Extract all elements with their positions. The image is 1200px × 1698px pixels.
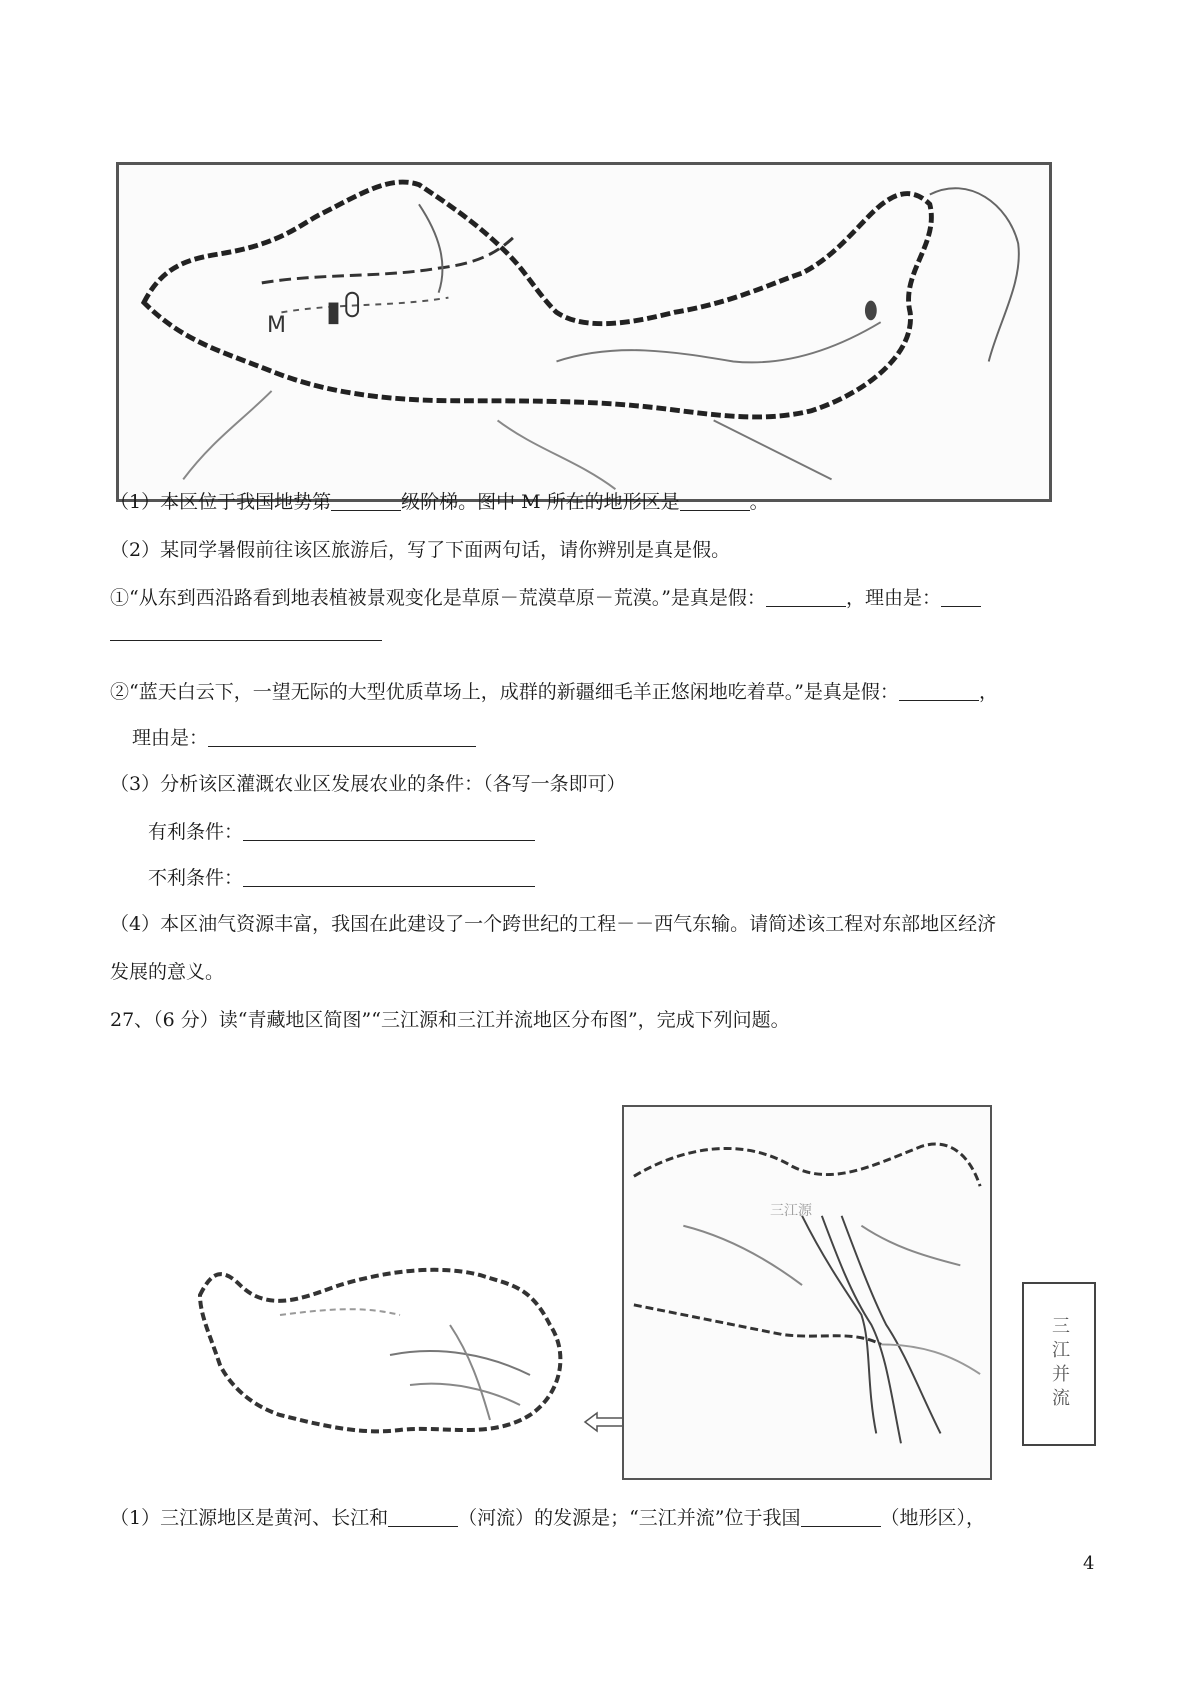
unfavorable-conditions bbox=[148, 864, 535, 892]
q27-header: 27、（6 分）读“青藏地区简图”“三江源和三江并流地区分布图”，完成下列问题。 bbox=[110, 1009, 790, 1031]
statement2-truth-blank[interactable] bbox=[899, 680, 979, 701]
statement1-reason-blank-start[interactable] bbox=[941, 586, 981, 607]
q27-p1-text-b: （河流）的发源是；“三江并流”位于我国 bbox=[458, 1507, 801, 1529]
favorable-blank[interactable] bbox=[243, 820, 535, 841]
three-rivers-map bbox=[622, 1105, 992, 1480]
q26-statement2 bbox=[110, 678, 998, 706]
three-parallel-rivers-label: 三江并流 bbox=[1022, 1282, 1096, 1446]
q26-part3: （3）分析该区灌溉农业区发展农业的条件：（各写一条即可） bbox=[110, 773, 626, 795]
sanjiangyuan-label: 三江源 bbox=[770, 1203, 812, 1219]
q27-p1-text-a: （1）三江源地区是黄河、长江和 bbox=[110, 1507, 389, 1529]
q26-part4-line1: （4）本区油气资源丰富，我国在此建设了一个跨世纪的工程－－西气东输。请简述该工程对东部地区经济 bbox=[110, 913, 997, 935]
landform-region-blank[interactable] bbox=[680, 490, 750, 511]
favorable-conditions bbox=[148, 818, 535, 846]
q26-p1-text-a: （1）本区位于我国地势第 bbox=[110, 491, 332, 513]
region-label-m: M bbox=[267, 313, 286, 338]
three-rivers-drawing bbox=[624, 1107, 990, 1478]
terrain-step-blank[interactable] bbox=[331, 490, 401, 511]
statement1-truth-blank[interactable] bbox=[766, 586, 846, 607]
page-number: 4 bbox=[1083, 1553, 1095, 1574]
statement2-comma: ， bbox=[978, 681, 998, 703]
river-source-blank[interactable] bbox=[388, 1506, 458, 1527]
statement2-reason bbox=[132, 724, 476, 752]
landform-region-blank-2[interactable] bbox=[801, 1506, 881, 1527]
q26-part1 bbox=[110, 488, 769, 516]
favorable-label: 有利条件： bbox=[148, 821, 244, 843]
unfavorable-label: 不利条件： bbox=[148, 867, 244, 889]
q27-part1 bbox=[110, 1504, 985, 1532]
statement1-text: ①“从东到西沿路看到地表植被景观变化是草原－荒漠草原－荒漠。”是真是假： bbox=[110, 587, 766, 609]
q26-p1-text-b: 级阶梯。图中 M 所在的地形区是 bbox=[401, 491, 680, 513]
statement1-reason-label: ，理由是： bbox=[845, 587, 941, 609]
statement2-reason-blank[interactable] bbox=[208, 726, 476, 747]
q26-p1-text-c: 。 bbox=[749, 491, 769, 513]
northwest-region-map bbox=[116, 162, 1052, 502]
northwest-map-drawing bbox=[119, 165, 1049, 499]
q26-part2: （2）某同学暑假前往该区旅游后，写了下面两句话，请你辨别是真是假。 bbox=[110, 539, 731, 561]
statement1-reason-blank[interactable] bbox=[110, 640, 382, 641]
q26-part4-line2: 发展的意义。 bbox=[110, 961, 225, 983]
statement2-text: ②“蓝天白云下，一望无际的大型优质草场上，成群的新疆细毛羊正悠闲地吃着草。”是真是假： bbox=[110, 681, 899, 703]
statement2-reason-label: 理由是： bbox=[132, 727, 209, 749]
q26-statement1 bbox=[110, 584, 981, 612]
q27-p1-text-c: （地形区）， bbox=[880, 1507, 986, 1529]
unfavorable-blank[interactable] bbox=[243, 866, 535, 887]
